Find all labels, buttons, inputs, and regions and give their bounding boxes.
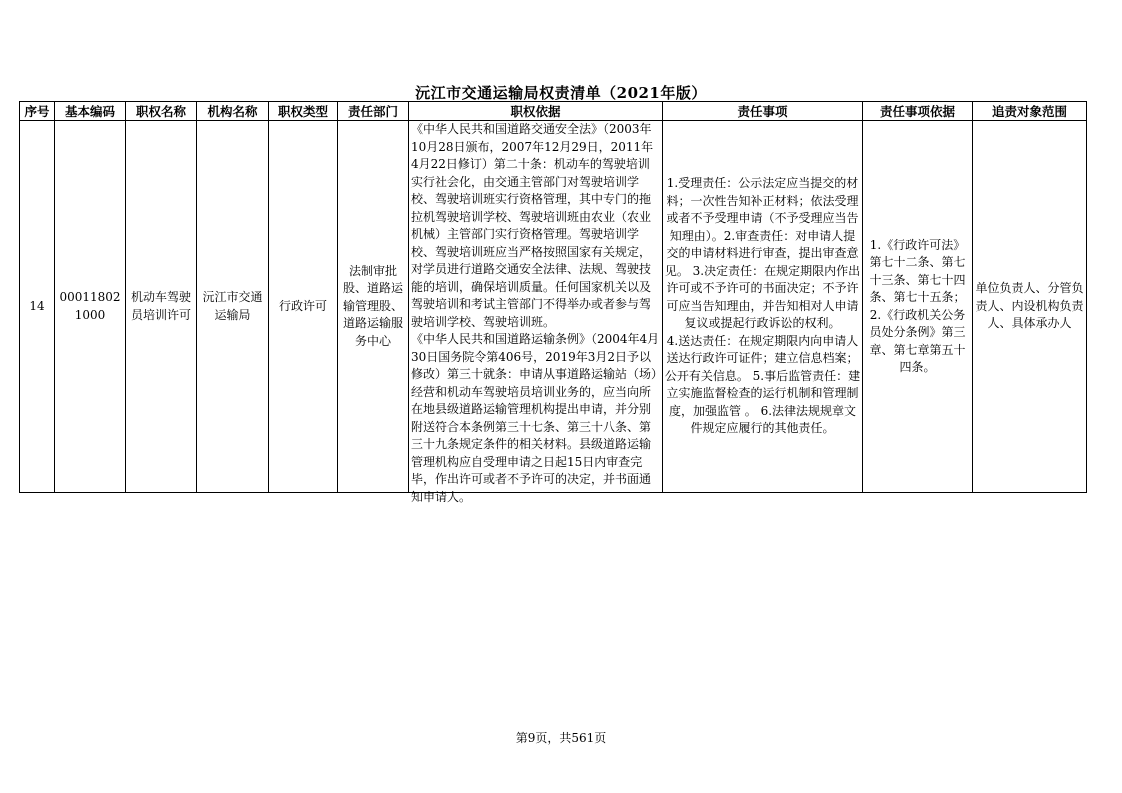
col-header-duties: 责任事项 xyxy=(663,102,863,121)
page-number: 第9页，共561页 xyxy=(515,731,607,745)
cell-accountable: 单位负责人、分管负责人、内设机构负责人、具体承办人 xyxy=(973,121,1087,493)
duty-paragraph: 1.受理责任：公示法定应当提交的材料；一次性告知补正材料；依法受理或者不予受理申请（不予受理应当告知理由）。2.审查责任：对申请人提交的申请材料进行审查，提出审查意见。 3.决定责任：在规定期限内作出许可或不予许可的书面决定；不予许可应当告知理由，并告知相对人申请复议或提起行政诉讼的权利。 xyxy=(664,176,861,331)
col-header-department: 责任部门 xyxy=(338,102,409,121)
col-header-power-type: 职权类型 xyxy=(269,102,338,121)
table-row xyxy=(20,121,1087,493)
cell-duties xyxy=(663,121,863,493)
col-header-agency: 机构名称 xyxy=(197,102,269,121)
col-header-power-name: 职权名称 xyxy=(126,102,197,121)
cell-duty-basis: 1.《行政许可法》第七十二条、第七十三条、第七十四条、第七十五条；2.《行政机关公务员处分条例》第三章、第七章第五十四条。 xyxy=(863,121,973,493)
col-header-duty-basis: 责任事项依据 xyxy=(863,102,973,121)
cell-power-type: 行政许可 xyxy=(269,121,338,493)
basis-text xyxy=(409,121,662,504)
cell-power-name: 机动车驾驶员培训许可 xyxy=(126,121,197,493)
cell-agency: 沅江市交通运输局 xyxy=(197,121,269,493)
basis-paragraph: 《中华人民共和国道路交通安全法》（2003年10月28日颁布，2007年12月29日，2011年4月22日修订）第二十条：机动车的驾驶培训实行社会化，由交通主管部门对驾驶培训学校、驾驶培训班实行资格管理，其中专门的拖拉机驾驶培训学校、驾驶培训班由农业（农业机械）主管部门实行资格管理。驾驶培训学校、驾驶培训班应当严格按照国家有关规定，对学员进行道路交通安全法律、法规、驾驶技能的培训，确保培训质量。任何国家机关以及驾驶培训和考试主管部门不得举办或者参与驾驶培训学校、驾驶培训班。 xyxy=(411,122,654,329)
col-header-seq: 序号 xyxy=(20,102,55,121)
header-row xyxy=(20,102,1087,121)
cell-basis xyxy=(409,121,663,504)
duty-paragraph: 4.送达责任：在规定期限内向申请人送达行政许可证件；建立信息档案；公开有关信息。 5.事后监管责任：建立实施监督检查的运行机制和管理制度，加强监管 。 6.法律法规规章文件规定应履行的其他责任。 xyxy=(664,333,861,436)
col-header-basis: 职权依据 xyxy=(409,102,663,121)
basis-paragraph: 《中华人民共和国道路运输条例》（2004年4月30日国务院令第406号，2019年3月2日予以修改）第三十就条：申请从事道路运输站（场）经营和机动车驾驶培员培训业务的，应当向所在地县级道路运输管理机构提出申请，并分别附送符合本条例第三十七条、第三十八条、第三十九条规定条件的相关材料。县级道路运输管理机构应自受理申请之日起15日内审查完毕，作出许可或者不予许可的决定，并书面通知申请人。 xyxy=(411,332,660,504)
cell-seq: 14 xyxy=(20,121,55,493)
col-header-code: 基本编码 xyxy=(55,102,126,121)
page-title: 沅江市交通运输局权责清单（2021年版） xyxy=(415,84,707,102)
cell-code: 000118021000 xyxy=(55,121,126,493)
power-list-table xyxy=(19,101,1087,504)
col-header-accountable: 追责对象范围 xyxy=(973,102,1087,121)
cell-department: 法制审批股、道路运输管理股、道路运输服务中心 xyxy=(338,121,409,493)
